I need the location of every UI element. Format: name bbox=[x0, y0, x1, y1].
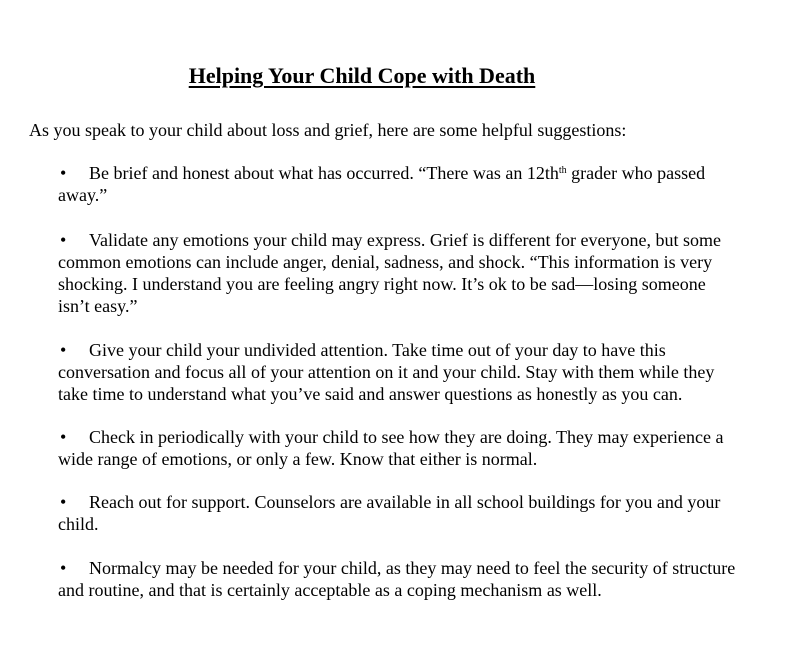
bullet-icon: • bbox=[60, 558, 67, 578]
item-text: wide range of emotions, or only a few. Know that either is normal. bbox=[58, 449, 538, 469]
suggestion-item bbox=[58, 339, 778, 405]
bullet-icon: • bbox=[60, 340, 67, 360]
item-text: Check in periodically with your child to see how they are doing. They may experience a bbox=[89, 427, 724, 447]
document-title: Helping Your Child Cope with Death bbox=[188, 63, 536, 88]
bullet-icon: • bbox=[60, 163, 67, 183]
item-text: common emotions can include anger, denial, sadness, and shock. “This information is very bbox=[58, 252, 713, 272]
item-text: away.” bbox=[58, 185, 108, 205]
item-text: Reach out for support. Counselors are available in all school buildings for you and your bbox=[89, 492, 721, 512]
item-text: Validate any emotions your child may express. Grief is different for everyone, but some bbox=[89, 230, 721, 250]
suggestion-item bbox=[58, 162, 778, 206]
bullet-icon: • bbox=[60, 427, 67, 447]
suggestion-item bbox=[58, 491, 778, 535]
item-text: Give your child your undivided attention. Take time out of your day to have this bbox=[89, 340, 666, 360]
item-text: conversation and focus all of your attention on it and your child. Stay with them while they bbox=[58, 362, 715, 382]
item-text: grader who passed bbox=[566, 163, 706, 183]
suggestion-item bbox=[58, 229, 778, 317]
suggestion-item bbox=[58, 557, 778, 601]
suggestion-item bbox=[58, 426, 778, 470]
item-text: shocking. I understand you are feeling angry right now. It’s ok to be sad—losing someone bbox=[58, 274, 706, 294]
intro-text: As you speak to your child about loss and grief, here are some helpful suggestions: bbox=[29, 120, 627, 140]
item-text: and routine, and that is certainly acceptable as a coping mechanism as well. bbox=[58, 580, 602, 600]
bullet-icon: • bbox=[60, 492, 67, 512]
item-text: Normalcy may be needed for your child, as they may need to feel the security of structure bbox=[89, 558, 736, 578]
item-text: take time to understand what you’ve said and answer questions as honestly as you can. bbox=[58, 384, 683, 404]
superscript: th bbox=[558, 165, 567, 176]
bullet-icon: • bbox=[60, 230, 67, 250]
item-text: isn’t easy.” bbox=[58, 296, 138, 316]
item-text: Be brief and honest about what has occurred. “There was an 12th bbox=[89, 163, 559, 183]
item-text: child. bbox=[58, 514, 99, 534]
